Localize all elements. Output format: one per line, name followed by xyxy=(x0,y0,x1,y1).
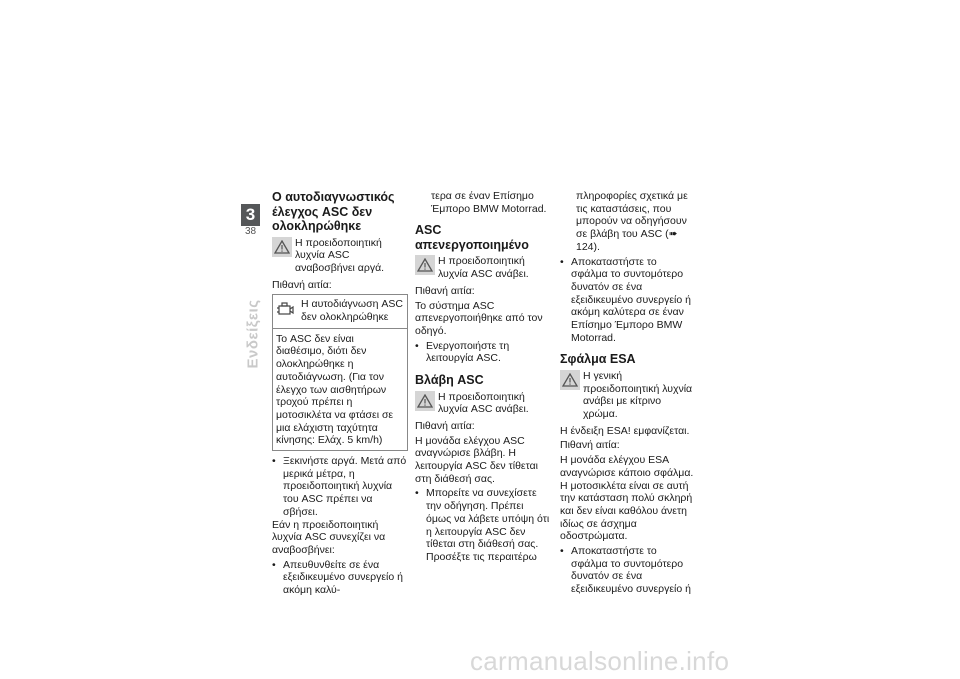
cause-text: Η μονάδα ελέγχου ESA αναγνώρισε κάποιο σφάλμα. Η μοτοσικλέτα είναι σε αυτή την κατάσταση πολύ σκληρή και δεν είναι καθόλου άνετη ιδίως σε άσχημα οδοστρώματα. xyxy=(560,454,694,543)
warning-text: Η προειδοποιητική λυχνία ASC ανάβει. xyxy=(438,390,529,416)
column-3 xyxy=(560,190,696,596)
list-item: • Αποκαταστήστε το σφάλμα το συντομότερο δυνατόν σε ένα εξειδικευμένο συνεργείο ή ακόμη καλύτερα σε έναν Επίσημο Έμπορο BMW Motorrad. xyxy=(560,255,691,344)
cause-label: Πιθανή αιτία: xyxy=(415,419,475,432)
info-box-head xyxy=(273,295,407,328)
list-item: • Ενεργοποιήστε τη λειτουργία ASC. xyxy=(415,339,510,365)
heading-esa-fault: Σφάλμα ESA xyxy=(560,352,636,367)
warning-text: Η προειδοποιητική λυχνία ASC ανάβει. xyxy=(438,255,529,281)
warning-triangle-icon xyxy=(415,255,435,275)
warning-triangle-icon xyxy=(560,370,580,390)
column-1 xyxy=(272,190,408,597)
cause-text: Η μονάδα ελέγχου ASC αναγνώρισε βλάβη. Η λειτουργία ASC δεν τίθεται στη διάθεσή σας. xyxy=(415,434,538,485)
info-box-body: Το ASC δεν είναι διαθέσιμο, διότι δεν ολοκληρώθηκε η αυτοδιάγνωση. (Για τον έλεγχο των αισθητήρων τροχού πρέπει η μοτοσικλέτα να φτάσει σε μια ελάχιστη ταχύτητα κίνησης: Ελάχ. 5 km/h) xyxy=(276,332,394,447)
column-2 xyxy=(415,190,551,564)
chapter-number: 3 xyxy=(241,204,260,226)
list-item: • Μπορείτε να συνεχίσετε την οδήγηση. Πρέπει όμως να λάβετε υπόψη ότι η λειτουργία ASC δεν τίθεται στη διάθεσή σας. Προσέξτε τις περαιτέρω xyxy=(415,487,550,563)
list-item: • Απευθυνθείτε σε ένα εξειδικευμένο συνεργείο ή ακόμη καλύ- xyxy=(272,558,403,597)
warning-block xyxy=(560,370,696,421)
page-number: 38 xyxy=(244,226,257,237)
warning-triangle-icon xyxy=(415,391,435,411)
heading-asc-deactivated: ASC απενεργοποιημένο xyxy=(415,223,529,252)
paragraph: Εάν η προειδοποιητική λυχνία ASC συνεχίζει να αναβοσβήνει: xyxy=(272,518,386,556)
warning-triangle-icon xyxy=(272,237,292,257)
continued-text: πληροφορίες σχετικά με τις καταστάσεις, που μπορούν να οδηγήσουν σε βλάβη του ASC (➠ 124). xyxy=(576,190,688,253)
engine-check-icon xyxy=(276,300,294,318)
cause-text: Το σύστημα ASC απενεργοποιήθηκε από τον οδηγό. xyxy=(415,299,543,337)
cause-label: Πιθανή αιτία: xyxy=(272,278,332,291)
cause-label: Πιθανή αιτία: xyxy=(560,439,620,452)
info-box xyxy=(272,294,408,451)
list-item: • Ξεκινήστε αργά. Μετά από μερικά μέτρα, η προειδοποιητική λυχνία του ASC πρέπει να σβήσει. xyxy=(272,455,407,518)
heading-asc-fault: Βλάβη ASC xyxy=(415,373,484,388)
warning-text: Η προειδοποιητική λυχνία ASC αναβοσβήνει αργά. xyxy=(295,236,385,274)
warning-block xyxy=(415,391,551,416)
warning-block xyxy=(415,255,551,280)
section-title: Ενδείξεις xyxy=(244,299,262,369)
list-item: • Αποκαταστήστε το σφάλμα το συντομότερο δυνατόν σε ένα εξειδικευμένο συνεργείο ή xyxy=(560,545,691,596)
continued-text: τερα σε έναν Επίσημο Έμπορο BMW Motorrad. xyxy=(431,190,547,215)
display-text: Η ένδειξη ESA! εμφανίζεται. xyxy=(560,424,690,437)
info-box-title: Η αυτοδιάγνωση ASC δεν ολοκληρώθηκε xyxy=(301,298,403,324)
cause-label: Πιθανή αιτία: xyxy=(415,284,475,297)
watermark: carmanualsonline.info xyxy=(470,646,730,676)
heading-asc-selftest: Ο αυτοδιαγνωστικός έλεγχος ASC δεν ολοκληρώθηκε xyxy=(272,190,395,233)
warning-block xyxy=(272,237,408,275)
warning-text: Η γενική προειδοποιητική λυχνία ανάβει με κίτρινο χρώμα. xyxy=(583,369,693,421)
